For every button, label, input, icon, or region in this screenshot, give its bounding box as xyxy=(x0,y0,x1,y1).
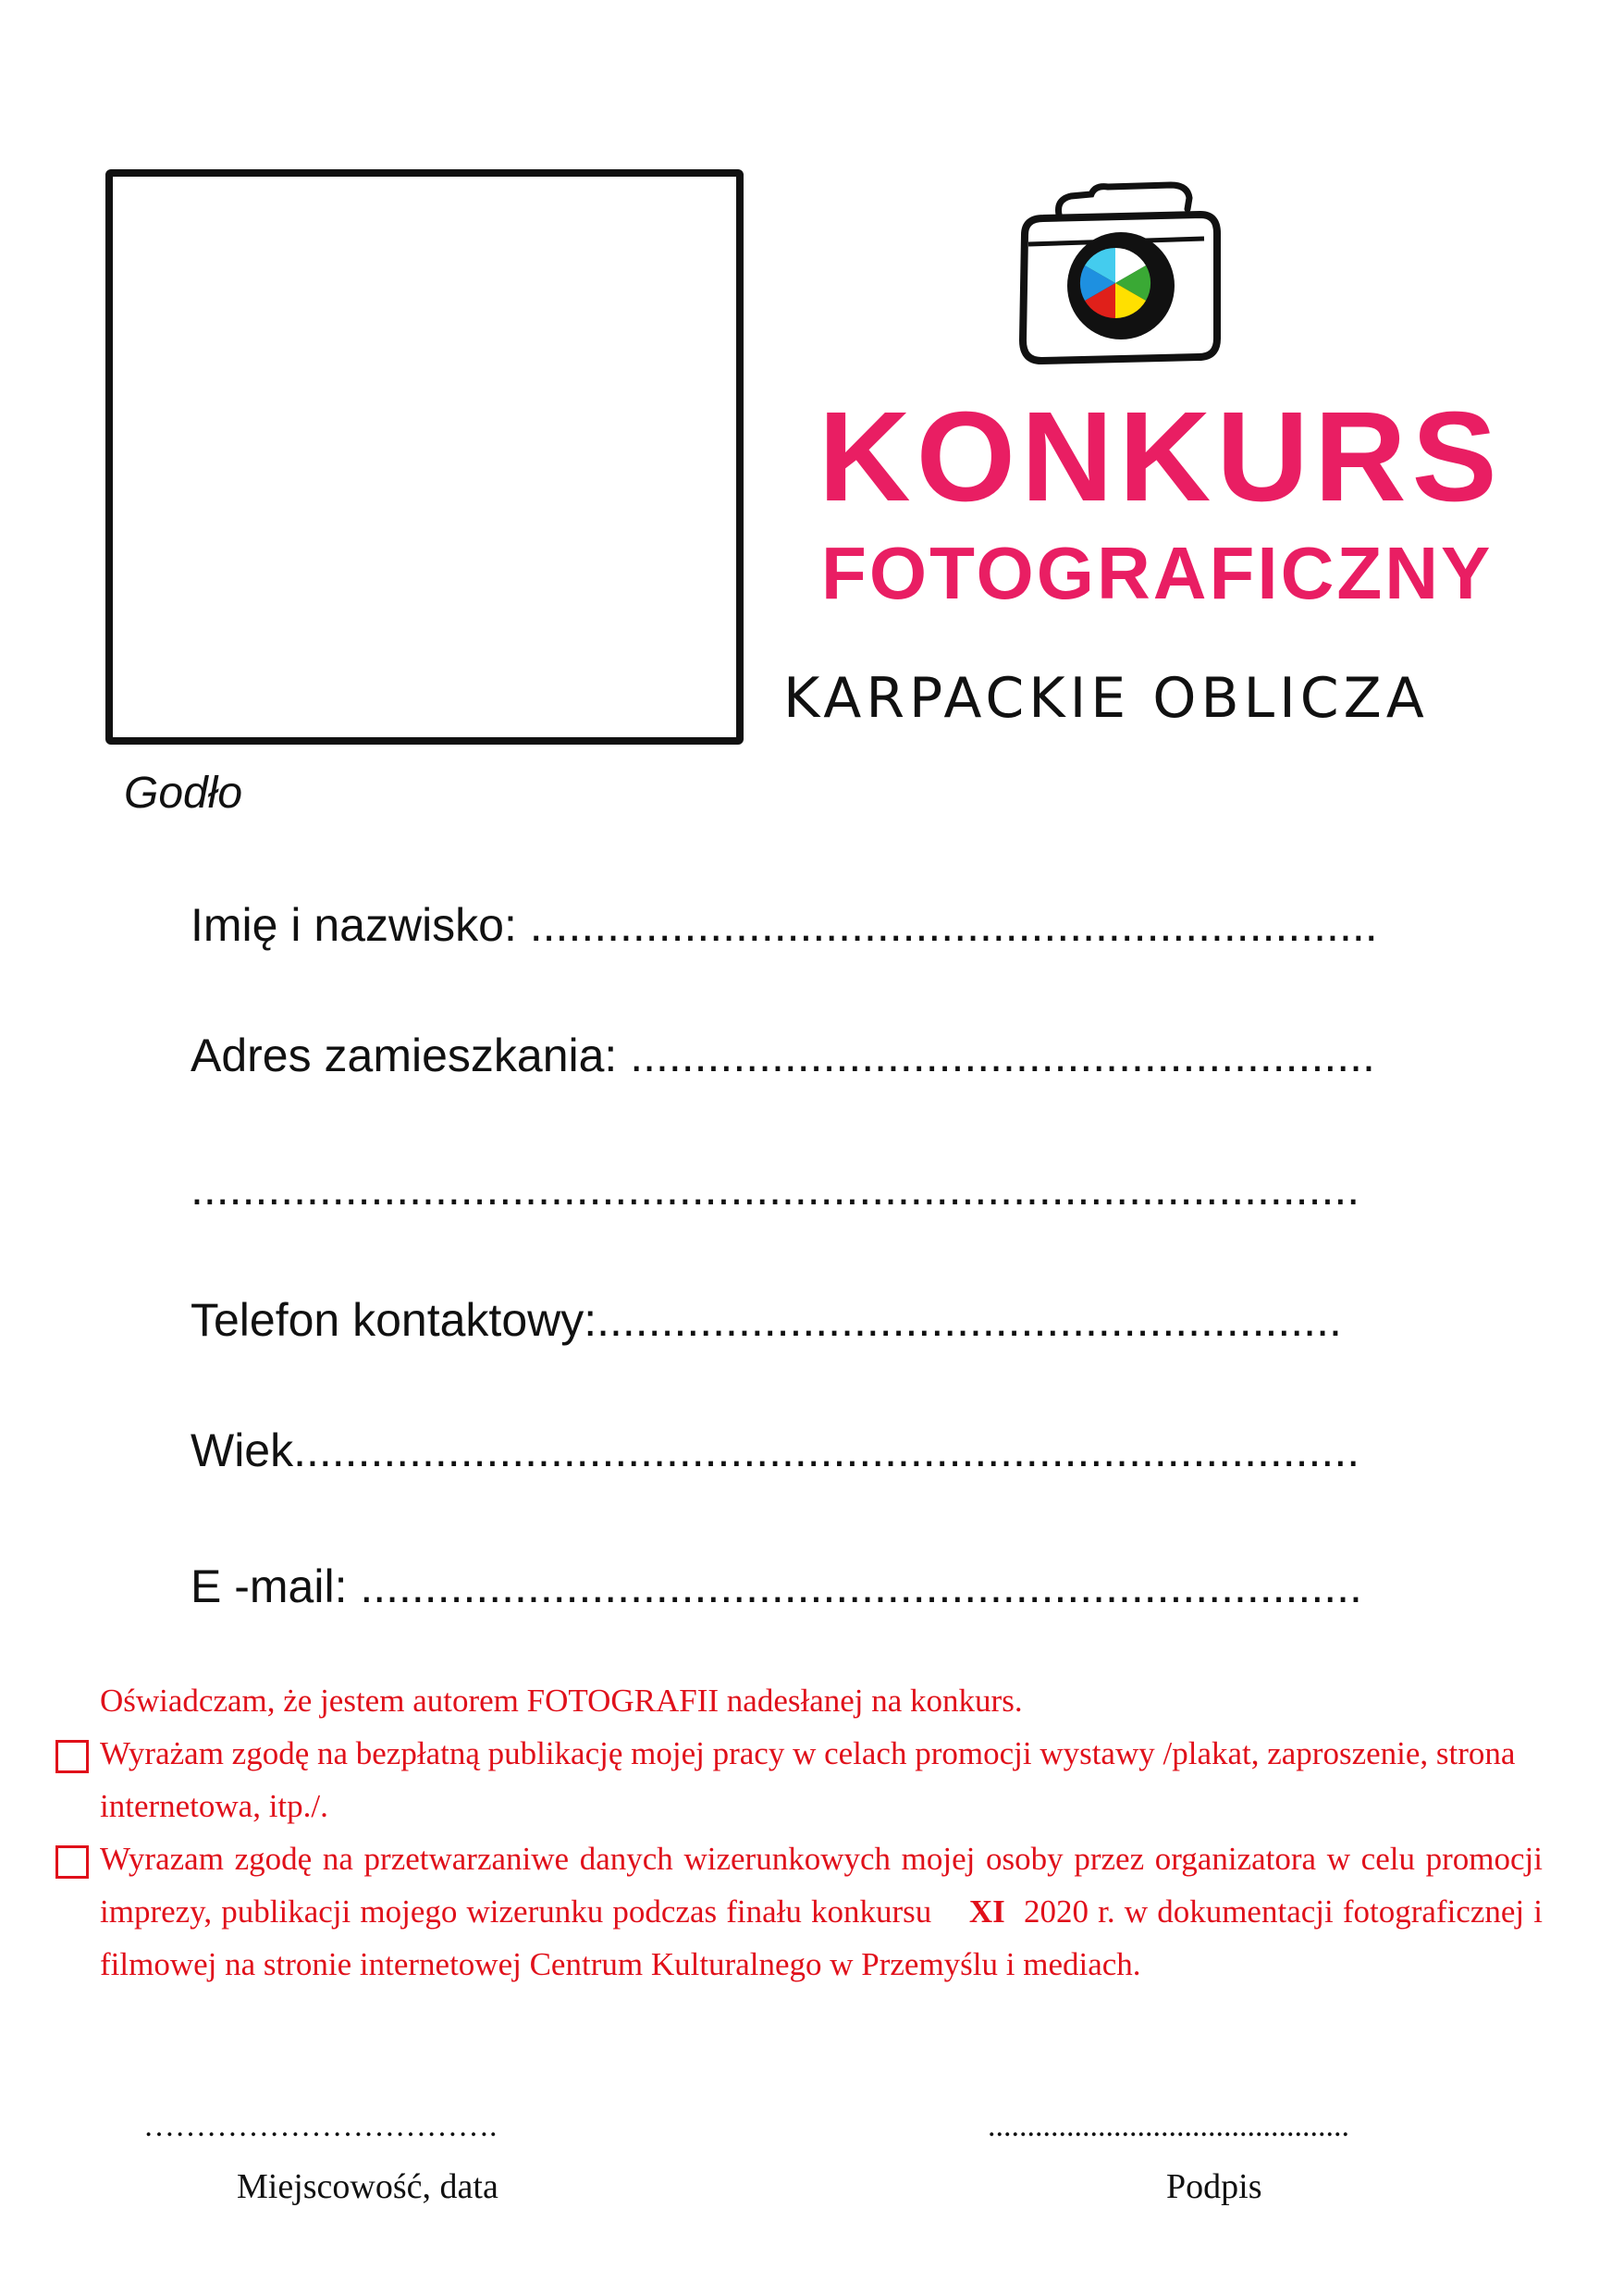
contest-subtitle: KARPACKIE OBLICZA xyxy=(783,666,1429,731)
image-consent-text xyxy=(100,1832,1543,1991)
address-field[interactable]: Adres zamieszkania: .......................................................... xyxy=(191,1030,1375,1081)
image-consent-month: XI xyxy=(968,1893,1005,1930)
image-consent-text-part1: Wyrazam zgodę na przetwarzaniwe danych wizerunkowych mojej osoby przez organizatora w celu promocji imprezy, publikacji mojego wizerunku podczas finału konkursu xyxy=(100,1841,1543,1930)
motto-label: Godło xyxy=(124,769,243,818)
motto-box[interactable] xyxy=(105,169,744,745)
phone-field[interactable]: Telefon kontaktowy:.......................................................... xyxy=(191,1294,1342,1346)
contest-title-line1: KONKURS xyxy=(818,386,1503,528)
publication-consent-text: Wyrażam zgodę na bezpłatną publikację mojej pracy w celach promocji wystawy /plakat, zaproszenie, strona internetowa, itp./. xyxy=(100,1735,1516,1824)
signature-line[interactable]: .............................................. xyxy=(988,2109,1349,2143)
address-field-line2[interactable]: ........................................................................................... xyxy=(191,1163,1360,1215)
place-date-label: Miejscowość, data xyxy=(237,2167,498,2206)
contest-title-line2: FOTOGRAFICZNY xyxy=(821,532,1494,614)
publication-consent-checkbox[interactable] xyxy=(55,1740,89,1773)
place-date-line[interactable]: ……………………………. xyxy=(143,2109,498,2143)
age-field[interactable]: Wiek................................................................................... xyxy=(191,1424,1360,1476)
authorship-declaration: Oświadczam, że jestem autorem FOTOGRAFII nadesłanej na konkurs. xyxy=(100,1683,1023,1719)
email-field[interactable]: E -mail: .............................................................................. xyxy=(191,1560,1362,1612)
image-consent-text-part2: 2020 r. w dokumentacji fotograficznej i filmowej na stronie internetowej Centrum Kulturalnego w Przemyślu i mediach. xyxy=(100,1893,1543,1982)
signature-label: Podpis xyxy=(1166,2167,1262,2206)
camera-icon xyxy=(1006,181,1228,376)
name-field[interactable]: Imię i nazwisko: .................................................................. xyxy=(191,899,1378,951)
image-consent-checkbox[interactable] xyxy=(55,1845,89,1879)
